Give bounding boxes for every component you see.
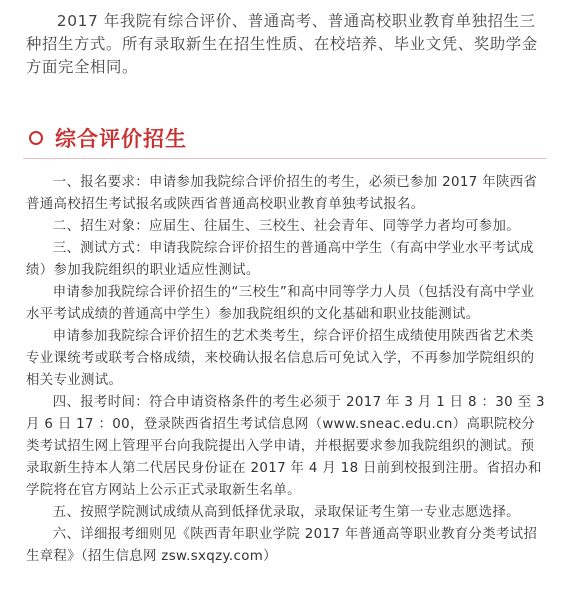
paragraph-art: 申请参加我院综合评价招生的艺术类考生，综合评价招生成绩使用陕西省艺术类专业课统考或联考合格成绩，来校确认报名信息后可免试入学，不再参加学院组织的相关专业测试。 (26, 329, 535, 388)
paragraph-three-school: 申请参加我院综合评价招生的“三校生”和高中同等学力人员（包括没有高中学业水平考试成绩的普通高中学生）参加我院组织的文化基础和职业技能测试。 (26, 285, 535, 322)
paragraph-details: 六、详细报考细则见《陕西青年职业学院 2017 年普通高等职业教育分类考试招生章程》（招生信息网 zsw.sxqzy.com） (26, 527, 538, 564)
section-body (26, 172, 546, 568)
paragraph-target: 二、招生对象：应届生、往届生、三校生、社会青年、同等学力者均可参加。 (52, 219, 520, 234)
paragraph-test-method: 三、测试方式：申请我院综合评价招生的普通高中学生（有高中学业水平考试成绩）参加我院组织的职业适应性测试。 (26, 241, 534, 278)
section-divider (23, 158, 547, 159)
circle-outline-icon (29, 131, 43, 145)
paragraph-requirements: 一、报名要求：申请参加我院综合评价招生的考生，必须已参加 2017 年陕西省普通高校招生考试报名或陕西省普通高校职业教育单独考试报名。 (26, 175, 538, 212)
section-title: 综合评价招生 (55, 127, 187, 151)
paragraph-admission: 五、按照学院测试成绩从高到低择优录取，录取保证考生第一专业志愿选择。 (52, 505, 520, 520)
section-heading (23, 124, 187, 152)
paragraph-application-time: 四、报考时间：符合申请资格条件的考生必须于 2017 年 3 月 1 日 8 ：30 至 3 月 6 日 17 ：00，登录陕西省招生考试信息网（www.sneac.edu.cn）高职院校分类考试招生网上管理平台向我院提出入学申请，并根据要求参加我院组织的测试。预录取新生持本人第二代居民身份证在 2017 年 4 月 18 日前到校报到注册。省招办和学院将在官方网站上公示正式录取新生名单。 (26, 395, 545, 498)
intro-paragraph: 2017 年我院有综合评价、普通高考、普通高校职业教育单独招生三种招生方式。所有录取新生在招生性质、在校培养、毕业文凭、奖助学金方面完全相同。 (26, 12, 538, 76)
